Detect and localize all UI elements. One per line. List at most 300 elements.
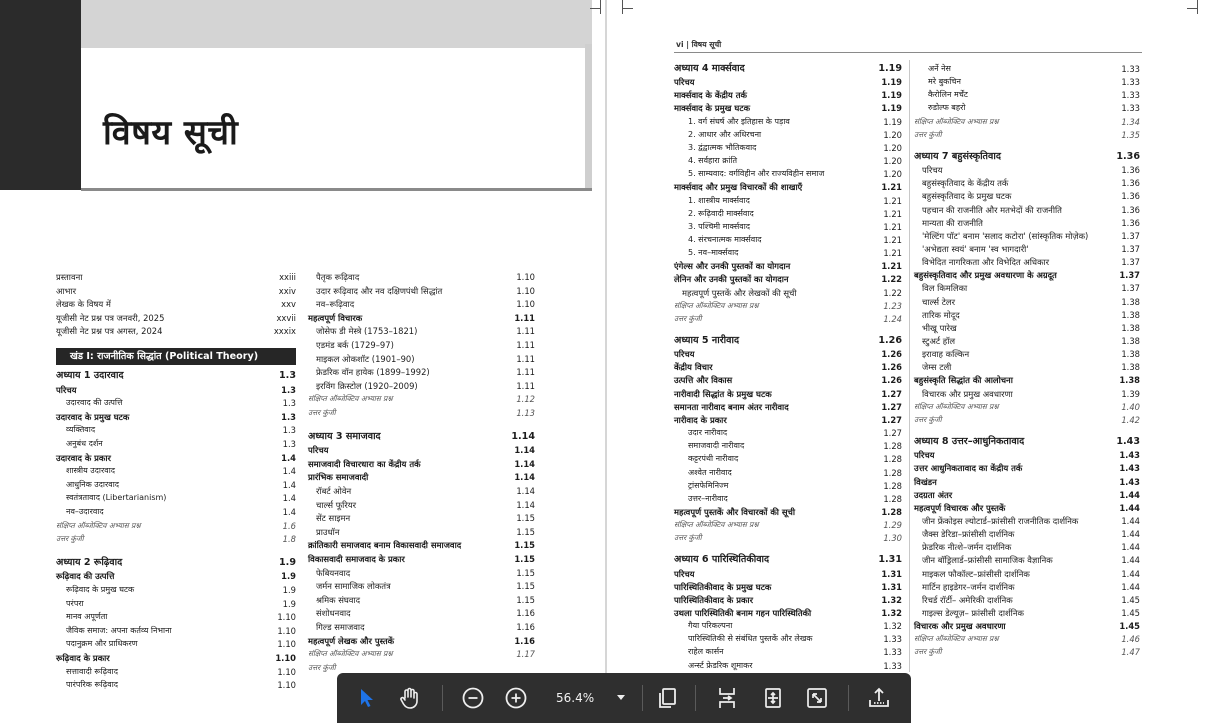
toc-entry-page: 1.15 <box>514 554 535 564</box>
toc-entry <box>914 217 1140 229</box>
toc-entry-title: परिचय <box>922 165 943 176</box>
toc-entry-page: 1.4 <box>281 452 296 463</box>
toc-entry <box>56 679 296 691</box>
toc-entry <box>674 440 902 452</box>
toc-entry-title: मानव अपूर्णता <box>66 612 108 622</box>
toc-entry-page: 1.10 <box>277 639 296 650</box>
toc-entry-title: जर्मन सामाजिक लोकतंत्र <box>316 581 391 592</box>
toc-entry-title: जोसेफ डी मेस्त्रे (1753–1821) <box>316 326 418 337</box>
toc-entry-page: 1.11 <box>516 380 535 391</box>
toc-entry-title: परिचय <box>914 450 935 461</box>
toc-entry-title: 2. आधार और अधिरचना <box>688 129 762 139</box>
toc-entry <box>308 607 535 619</box>
toc-entry-title: गैया परिकल्पना <box>688 621 733 631</box>
toc-entry-title: बहुसंस्कृतिवाद के केंद्रीय तर्क <box>922 178 1009 189</box>
toc-entry-page: 1.44 <box>1119 502 1140 513</box>
toc-entry <box>914 256 1140 268</box>
toolbar-divider <box>848 685 849 711</box>
toc-entry-title: 5. साम्यवाद: वर्गविहीन और राज्यविहीन समाज <box>688 169 825 179</box>
toc-entry-page: 1.44 <box>1121 581 1140 592</box>
chapter-heading <box>674 63 902 75</box>
toc-entry-title: नारीवादी सिद्धांत के प्रमुख घटक <box>674 388 772 399</box>
toc-entry-title: उदारवाद के प्रमुख घटक <box>56 411 130 422</box>
toc-entry-title: केंद्रीय विचार <box>674 362 713 373</box>
toc-entry-page: 1.9 <box>279 556 296 568</box>
toc-entry-page: 1.40 <box>1121 401 1140 412</box>
toc-entry-title: उदार रूढ़िवाद और नव दक्षिणपंथी सिद्धांत <box>316 285 443 296</box>
toc-entry <box>308 662 535 674</box>
toc-entry-title: समानता नारीवाद बनाम अंतर नारीवाद <box>674 401 789 412</box>
toc-entry <box>308 594 535 606</box>
toc-entry <box>914 322 1140 334</box>
toc-entry-page: 1.44 <box>1121 555 1140 566</box>
toc-entry-page: 1.19 <box>881 103 902 114</box>
toc-entry-page: xxvii <box>276 312 296 323</box>
toc-entry-title: 4. सर्वहारा क्रांति <box>688 156 738 166</box>
toc-entry-page: 1.30 <box>883 533 902 544</box>
crop-mark <box>1197 0 1211 14</box>
toc-entry-title: क्रांतिकारी समाजवाद बनाम विकासवादी समाजवाद <box>308 540 462 551</box>
toc-entry-title: पहचान की राजनीति और मतभेदों की राजनीति <box>922 204 1062 215</box>
toc-entry <box>674 155 902 167</box>
toc-entry <box>914 348 1140 360</box>
toc-entry <box>674 633 902 645</box>
toc-entry-title: फ्रेडरिक वॉन हायेक (1899–1992) <box>316 367 430 378</box>
toc-entry-page: 1.21 <box>881 182 902 193</box>
hand-pan-icon[interactable] <box>394 682 426 714</box>
toc-entry-title: परंपरा <box>66 598 84 608</box>
toc-entry-page: 1.33 <box>1121 77 1140 88</box>
toc-entry <box>308 539 535 551</box>
toc-entry-page: 1.10 <box>516 285 535 296</box>
pdf-toolbar <box>337 673 911 723</box>
toc-entry <box>674 361 902 373</box>
toc-entry-title: जैविक समाज: अपना कर्तव्य निभाना <box>66 625 172 635</box>
toc-entry-page: 1.36 <box>1121 178 1140 189</box>
toc-entry-page: 1.36 <box>1121 217 1140 228</box>
toc-entry <box>308 499 535 511</box>
toc-entry-title: गिल्ड समाजवाद <box>316 622 365 632</box>
toc-entry-page: 1.16 <box>514 635 535 646</box>
toc-entry-title: 2. रूढ़िवादी मार्क्सवाद <box>688 208 754 218</box>
toc-entry-page: 1.37 <box>1121 230 1140 241</box>
toc-entry <box>914 102 1140 114</box>
fit-page-icon[interactable] <box>757 682 789 714</box>
toc-entry-title: जीन फ्रेंकोइस ल्योटार्ड–फ्रांसीसी राजनीतिक दार्शनिक <box>922 515 1079 526</box>
toc-entry-title: महत्वपूर्ण पुस्तकें और विचारकों की सूची <box>674 506 796 517</box>
toc-entry <box>914 581 1140 593</box>
toc-entry-page: 1.35 <box>1121 129 1140 140</box>
toc-entry-title: यूजीसी नेट प्रश्न पत्र जनवरी, 2025 <box>56 312 165 323</box>
toc-entry-page: 1.47 <box>1121 647 1140 658</box>
toc-entry <box>674 221 902 233</box>
zoom-out-icon[interactable] <box>457 682 489 714</box>
toc-entry-page: 1.14 <box>516 486 535 496</box>
toc-entry <box>674 273 902 285</box>
toc-entry <box>914 528 1140 540</box>
toc-entry-title: संक्षिप्त ऑब्जेक्टिव अभ्यास प्रश्न <box>914 401 999 411</box>
toc-entry-page: 1.45 <box>1121 594 1140 605</box>
toc-entry-page: 1.36 <box>1121 165 1140 176</box>
toc-entry <box>308 444 535 456</box>
toc-entry <box>674 506 902 518</box>
toc-entry-title: 'अभेद्यता स्वयं' बनाम 'स्व भागदारी' <box>922 243 1029 254</box>
toc-entry-title: चार्ल्स टेलर <box>922 296 956 307</box>
toc-entry-title: संक्षिप्त ऑब्जेक्टिव अभ्यास प्रश्न <box>674 520 759 530</box>
toc-entry-title: उत्तर–नारीवाद <box>688 493 728 503</box>
toc-entry-page: 1.10 <box>275 653 296 663</box>
toc-entry-title: इरावाह कल्किन <box>922 349 970 360</box>
toc-entry-title: अश्वेत नारीवाद <box>688 467 732 477</box>
toc-entry <box>308 325 535 337</box>
toc-entry-title: रूढ़िवाद के प्रकार <box>56 653 110 663</box>
toc-entry <box>674 532 902 544</box>
toc-entry <box>56 598 296 610</box>
zoom-dropdown-icon[interactable] <box>617 695 625 700</box>
toc-entry-page: 1.13 <box>516 408 535 418</box>
toc-entry-page: 1.44 <box>1119 489 1140 500</box>
toc-entry-page: 1.21 <box>883 234 902 245</box>
toc-entry-title: महत्वपूर्ण विचारक <box>308 312 363 323</box>
toc-entry-page: 1.33 <box>883 660 902 671</box>
toc-entry <box>674 427 902 439</box>
toc-entry <box>56 397 296 409</box>
toc-entry-title: उत्तर कुंजी <box>914 129 942 139</box>
chapter-heading <box>674 335 902 347</box>
toc-entry <box>674 480 902 492</box>
toc-entry <box>308 458 535 470</box>
toc-entry-page: 1.15 <box>516 581 535 592</box>
toc-entry-page: 1.15 <box>516 594 535 605</box>
header-grey-band <box>81 0 592 48</box>
crop-mark <box>622 0 636 14</box>
toc-entry-page: 1.11 <box>516 340 535 350</box>
toc-entry-title: संक्षिप्त ऑब्जेक्टिव अभ्यास प्रश्न <box>914 634 999 644</box>
toc-entry-page: 1.12 <box>516 394 535 405</box>
toc-entry-page: 1.21 <box>881 261 902 272</box>
toc-entry-page: 1.4 <box>282 507 296 517</box>
toc-entry-title: प्राउधॉन <box>316 526 340 537</box>
toc-entry <box>674 388 902 400</box>
toc-entry-title: राहेल कार्सन <box>688 647 724 657</box>
toc-entry-page: 1.19 <box>883 116 902 127</box>
toc-entry-page: 1.27 <box>881 401 902 412</box>
toc-entry-title: 3. द्वंद्वात्मक भौतिकवाद <box>688 142 757 152</box>
toc-entry <box>674 181 902 193</box>
toc-entry-page: 1.33 <box>883 634 902 645</box>
toolbar-divider <box>642 685 643 711</box>
toc-entry-page: 1.21 <box>883 208 902 219</box>
toc-entry-title: उदारवाद के प्रकार <box>56 452 111 463</box>
toc-entry <box>56 384 296 396</box>
toc-entry <box>56 611 296 623</box>
toc-entry-page: 1.28 <box>883 454 902 465</box>
toc-entry <box>674 581 902 593</box>
toc-entry-page: xxxix <box>273 326 296 337</box>
toc-entry-title: 5. नव–मार्क्सवाद <box>688 248 739 258</box>
zoom-level[interactable]: 56.4% <box>556 691 595 705</box>
toc-entry <box>56 452 296 464</box>
toc-entry-page: 1.19 <box>881 77 902 88</box>
toc-entry-page: 1.43 <box>1119 463 1140 474</box>
toc-entry <box>56 652 296 664</box>
toc-entry-title: लेनिन और उनकी पुस्तकों का योगदान <box>674 274 789 285</box>
toc-entry <box>914 164 1140 176</box>
toc-entry-page: 1.43 <box>1119 476 1140 487</box>
toc-entry-title: पारंपरिक रूढ़िवाद <box>66 680 119 690</box>
toc-entry-page: 1.21 <box>883 195 902 206</box>
toc-entry-page: 1.45 <box>1121 608 1140 618</box>
toc-entry-page: 1.31 <box>878 554 902 566</box>
toc-entry-page: 1.11 <box>516 367 535 378</box>
running-head-rule <box>674 52 1142 53</box>
toc-entry-title: मान्यता की राजनीति <box>922 217 983 228</box>
toc-entry-page: 1.16 <box>516 622 535 632</box>
toc-entry <box>308 380 535 392</box>
toc-entry-page: xxiii <box>279 272 296 282</box>
share-export-icon[interactable] <box>863 682 895 714</box>
toc-entry <box>914 414 1140 426</box>
toc-entry <box>914 554 1140 566</box>
toc-entry-title: उत्तर कुंजी <box>308 662 336 672</box>
toc-entry-title: फ्रेडरिक नीत्शे–जर्मन दार्शनिक <box>922 542 1012 553</box>
toc-entry-title: उत्तर कुंजी <box>56 534 84 544</box>
toc-entry-page: 1.32 <box>881 608 902 618</box>
toc-entry-title: प्रारंभिक समाजवादी <box>308 472 369 483</box>
toolbar-divider <box>442 685 443 711</box>
toc-entry <box>674 247 902 259</box>
toc-entry-page: 1.3 <box>279 370 296 381</box>
toc-entry <box>56 570 296 582</box>
toc-entry <box>914 620 1140 632</box>
toc-entry <box>914 190 1140 202</box>
toc-entry-page: 1.10 <box>516 272 535 282</box>
toc-entry <box>308 648 535 660</box>
toc-entry-page: 1.10 <box>277 625 296 636</box>
toc-entry-page: 1.33 <box>1121 64 1140 74</box>
toc-entry <box>914 361 1140 373</box>
toc-entry-page: 1.4 <box>282 466 296 477</box>
toc-entry-title: महत्वपूर्ण विचारक और पुस्तकें <box>914 502 1006 513</box>
toc-entry-page: xxv <box>281 299 296 310</box>
toc-entry <box>674 493 902 505</box>
page-title: विषय सूची <box>103 113 239 153</box>
toc-entry-title: उथला पारिस्थितिकी बनाम गहन पारिस्थितिकी <box>674 608 812 618</box>
toc-entry-page: 1.31 <box>881 581 902 592</box>
toc-entry <box>914 177 1140 189</box>
toc-entry <box>674 453 902 465</box>
toc-entry-title: अध्याय 4 मार्क्सवाद <box>674 63 745 74</box>
toc-entry-page: 1.3 <box>281 411 296 422</box>
toc-entry <box>674 620 902 632</box>
toc-entry <box>914 515 1140 527</box>
toc-entry-title: विचारक और प्रमुख अवधारणा <box>914 621 1006 632</box>
toc-entry-title: मार्क्सवाद के केंद्रीय तर्क <box>674 90 747 101</box>
toc-entry-title: नव–उदारवाद <box>66 507 104 516</box>
toc-entry <box>308 485 535 497</box>
toc-entry-page: 1.3 <box>281 384 296 395</box>
toc-entry-page: 1.28 <box>883 441 902 452</box>
toc-entry-page: 1.31 <box>881 568 902 579</box>
toc-entry-title: 1. वर्ग संघर्ष और इतिहास के पड़ाव <box>688 116 790 126</box>
toc-entry-title: अनुबंध दर्शन <box>66 439 103 448</box>
toc-entry-title: महत्वपूर्ण लेखक और पुस्तकें <box>308 635 395 646</box>
header-side-band <box>585 44 592 190</box>
toc-entry-page: 1.33 <box>1121 90 1140 101</box>
crop-mark <box>623 8 633 9</box>
toc-entry <box>308 271 535 283</box>
toc-entry-page: 1.33 <box>1121 103 1140 114</box>
toc-entry-page: 1.9 <box>282 598 296 609</box>
toc-entry <box>56 625 296 637</box>
crop-mark <box>600 0 614 14</box>
toc-entry <box>914 76 1140 88</box>
toc-entry-page: 1.46 <box>1121 634 1140 645</box>
toc-entry-title: रुडोल्फ बहरो <box>928 103 966 113</box>
toc-entry-page: 1.32 <box>883 621 902 632</box>
left-page <box>0 0 606 723</box>
toc-entry-page: 1.37 <box>1121 257 1140 268</box>
toc-entry <box>56 325 296 337</box>
toc-entry <box>674 168 902 180</box>
toc-entry-page: 1.21 <box>883 221 902 232</box>
toc-entry <box>308 526 535 538</box>
toc-entry-title: अध्याय 6 पारिस्थितिकीवाद <box>674 554 770 566</box>
toc-entry <box>56 411 296 423</box>
toc-entry <box>914 116 1140 128</box>
toc-entry-title: उत्तर कुंजी <box>308 408 336 417</box>
toc-entry-page: 1.10 <box>277 680 296 691</box>
toc-entry-page: 1.23 <box>883 300 902 311</box>
toc-entry-title: ट्रांसफेमिनिज्म <box>688 480 729 490</box>
toc-entry <box>674 76 902 88</box>
page-view-icon[interactable] <box>651 682 683 714</box>
toc-entry <box>674 129 902 141</box>
toc-entry <box>674 260 902 272</box>
toc-entry-page: 1.14 <box>514 458 535 469</box>
toc-entry-page: 1.37 <box>1121 243 1140 254</box>
toc-entry-page: 1.38 <box>1121 362 1140 373</box>
toc-entry <box>308 580 535 592</box>
toc-entry <box>308 298 535 310</box>
chapter-heading <box>674 554 902 566</box>
toc-entry <box>308 407 535 419</box>
toc-entry-title: जेम्स टली <box>922 362 952 373</box>
toc-entry-title: रूढ़िवाद की उत्पत्ति <box>56 571 115 582</box>
toc-entry-page: 1.38 <box>1121 349 1140 360</box>
toc-entry-title: अध्याय 7 बहुसंस्कृतिवाद <box>914 150 1001 162</box>
toc-entry-title: विखंडन <box>914 476 937 487</box>
toc-entry <box>674 401 902 413</box>
toc-entry-title: विकासवादी समाजवाद के प्रकार <box>308 554 405 564</box>
toc-entry <box>674 116 902 128</box>
toc-entry-page: xxiv <box>278 285 296 296</box>
toc-entry-page: 1.4 <box>282 493 296 504</box>
toc-entry-title: जीन बॉड्रिलार्ड–फ्रांसीसी सामाजिक वैज्ञानिक <box>922 555 1053 566</box>
toc-entry-title: 'मेल्टिंग पॉट' बनाम 'सलाद कटोरा' (सांस्कृतिक मोज़ेक) <box>922 230 1089 241</box>
toc-entry-page: 1.16 <box>516 608 535 619</box>
toc-entry-title: संक्षिप्त ऑब्जेक्टिव अभ्यास प्रश्न <box>308 649 393 659</box>
toc-entry <box>914 269 1140 281</box>
crop-mark <box>590 8 600 9</box>
toc-entry-title: नारीवाद के प्रकार <box>674 414 727 425</box>
toc-entry-page: 1.10 <box>277 666 296 677</box>
toc-entry-title: 1. शास्त्रीय मार्क्सवाद <box>688 195 750 205</box>
toc-entry-page: 1.38 <box>1121 296 1140 307</box>
toc-entry <box>674 467 902 479</box>
toc-entry-title: पदानुक्रम और प्राधिकरण <box>66 639 138 649</box>
toc-entry <box>56 533 296 545</box>
toc-entry <box>674 287 902 299</box>
toc-entry <box>674 102 902 114</box>
toc-entry-title: सेंट साइमन <box>316 513 351 524</box>
toc-entry-page: 1.44 <box>1121 542 1140 553</box>
toc-entry-page: 1.28 <box>883 480 902 491</box>
toc-entry-title: व्यक्तिवाद <box>66 425 96 435</box>
toc-entry <box>56 298 296 310</box>
fullscreen-icon[interactable] <box>801 682 833 714</box>
toc-entry-page: 1.9 <box>282 585 296 595</box>
toc-entry-page: 1.26 <box>881 362 902 373</box>
toc-entry-page: 1.34 <box>1121 116 1140 127</box>
toc-entry <box>914 646 1140 658</box>
toc-entry-page: 1.22 <box>883 287 902 298</box>
select-cursor-icon[interactable] <box>350 682 382 714</box>
chapter-heading <box>56 370 296 382</box>
toc-entry <box>674 414 902 426</box>
toc-entry <box>308 471 535 483</box>
toc-entry <box>308 567 535 579</box>
zoom-in-icon[interactable] <box>500 682 532 714</box>
fit-width-icon[interactable] <box>711 682 743 714</box>
toc-entry-title: संक्षिप्त ऑब्जेक्टिव अभ्यास प्रश्न <box>56 520 141 530</box>
toc-entry-title: नव–रूढ़िवाद <box>316 299 355 310</box>
toc-entry <box>56 271 296 283</box>
toc-entry-title: जैक्स डेरिडा–फ्रांसीसी दार्शनिक <box>922 529 1015 540</box>
toc-entry-page: 1.11 <box>516 353 535 364</box>
toc-entry-page: 1.3 <box>282 425 296 436</box>
toc-entry <box>674 568 902 580</box>
toc-entry-page: 1.10 <box>516 299 535 310</box>
toc-entry-page: 1.36 <box>1121 204 1140 215</box>
chapter-heading <box>56 557 296 569</box>
toc-entry-title: यूजीसी नेट प्रश्न पत्र अगस्त, 2024 <box>56 326 163 337</box>
toc-entry-title: मार्क्सवाद और प्रमुख विचारकों की शाखाएँ <box>674 182 803 193</box>
toc-entry <box>914 568 1140 580</box>
toc-entry-title: उदारवाद की उत्पत्ति <box>66 398 123 408</box>
toc-entry-page: 1.20 <box>883 169 902 180</box>
toc-entry-title: रॉबर्ट ओवेन <box>316 486 352 496</box>
toc-entry <box>914 335 1140 347</box>
toc-entry <box>914 309 1140 321</box>
toc-entry-page: 1.3 <box>282 439 296 449</box>
toc-entry <box>308 353 535 365</box>
toc-entry-title: अध्याय 5 नारीवाद <box>674 335 740 346</box>
toc-entry-page: 1.15 <box>516 513 535 524</box>
toc-entry-title: माइकल फौकॉल्ट–फ्रांसीसी दार्शनिक <box>922 568 1030 579</box>
toc-entry <box>674 607 902 619</box>
toc-entry <box>914 476 1140 488</box>
running-head: vi | विषय सूची <box>676 40 722 49</box>
toc-entry <box>308 635 535 647</box>
toc-entry-page: 1.44 <box>1121 568 1140 579</box>
toc-entry <box>674 313 902 325</box>
toc-entry-page: 1.22 <box>881 274 902 285</box>
toc-entry <box>674 142 902 154</box>
toc-entry-page: 1.43 <box>1119 450 1140 461</box>
toc-entry-page: 1.28 <box>883 467 902 478</box>
toc-entry <box>308 621 535 633</box>
